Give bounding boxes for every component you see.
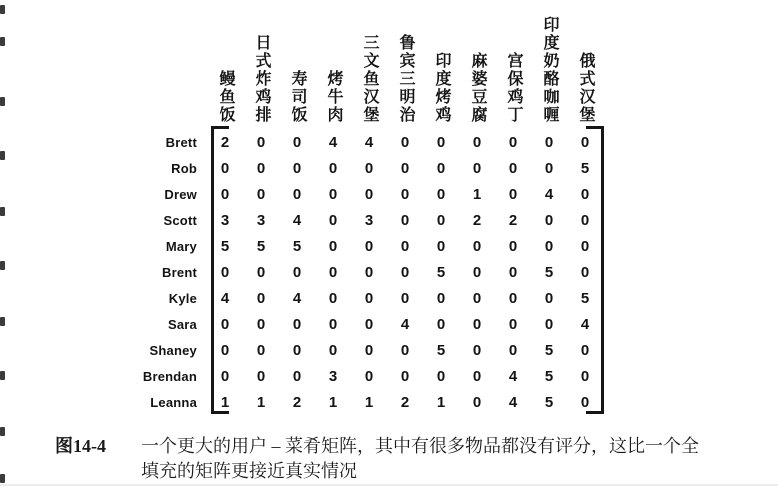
rating-cell: 0 [436,368,446,385]
rating-cell: 0 [400,290,410,307]
matrix-row-brendan [0,364,778,390]
column-header-label: 印度烤鸡 [433,52,450,124]
rating-cell: 0 [364,290,374,307]
rating-cell: 0 [472,134,482,151]
rating-cell: 0 [508,342,518,359]
figure-caption [55,434,699,484]
rating-cell: 0 [292,316,302,333]
rating-cell: 4 [508,368,518,385]
rating-cell: 0 [472,316,482,333]
column-header-label: 宫保鸡丁 [505,52,522,124]
rating-cell: 2 [400,394,410,411]
rating-cell: 3 [256,212,266,229]
rating-cell: 5 [256,238,266,255]
rating-cell: 0 [508,160,518,177]
rating-cell: 0 [544,316,554,333]
rating-cell: 1 [436,394,446,411]
rating-cell: 0 [220,316,230,333]
rating-cell: 0 [328,316,338,333]
matrix-row-scott [0,208,778,234]
rating-cell: 0 [436,238,446,255]
rating-cell: 1 [220,394,230,411]
rating-cell: 4 [220,290,230,307]
rating-cell: 4 [580,316,590,333]
rating-cell: 0 [328,212,338,229]
rating-cell: 0 [400,160,410,177]
figure-caption-text [141,434,699,484]
rating-cell: 0 [364,368,374,385]
rating-cell: 0 [256,160,266,177]
rating-cell: 5 [436,264,446,281]
rating-cell: 0 [292,134,302,151]
row-label: Kyle [168,291,197,306]
rating-cell: 4 [508,394,518,411]
rating-cell: 0 [364,264,374,281]
rating-cell: 0 [436,316,446,333]
rating-cell: 3 [328,368,338,385]
row-label: Shaney [149,343,197,358]
rating-cell: 0 [580,186,590,203]
row-label: Drew [164,187,197,202]
column-header-4 [315,70,351,124]
column-header-10 [531,16,567,124]
rating-cell: 4 [544,186,554,203]
matrix-row-sara [0,312,778,338]
rating-cell: 0 [292,342,302,359]
rating-cell: 0 [580,134,590,151]
rating-cell: 0 [328,160,338,177]
row-label: Rob [171,161,197,176]
rating-cell: 0 [256,134,266,151]
rating-cell: 0 [472,264,482,281]
rating-cell: 4 [292,290,302,307]
rating-cell: 0 [400,134,410,151]
rating-cell: 0 [580,368,590,385]
rating-cell: 4 [364,134,374,151]
rating-cell: 0 [220,368,230,385]
rating-cell: 0 [256,316,266,333]
rating-cell: 0 [580,264,590,281]
matrix-column-headers [207,4,603,124]
rating-cell: 0 [544,290,554,307]
rating-cell: 0 [472,160,482,177]
rating-cell: 4 [400,316,410,333]
rating-cell: 0 [256,342,266,359]
rating-cell: 0 [400,342,410,359]
column-header-8 [459,52,495,124]
rating-cell: 1 [328,394,338,411]
rating-cell: 5 [292,238,302,255]
rating-cell: 0 [436,186,446,203]
rating-cell: 0 [364,238,374,255]
rating-cell: 0 [256,368,266,385]
rating-cell: 0 [292,264,302,281]
rating-cell: 2 [508,212,518,229]
rating-cell: 0 [508,186,518,203]
column-header-label: 烤牛肉 [325,70,342,124]
rating-cell: 0 [220,160,230,177]
rating-cell: 1 [472,186,482,203]
rating-cell: 5 [544,394,554,411]
row-label: Mary [165,239,197,254]
rating-cell: 0 [508,134,518,151]
rating-cell: 2 [472,212,482,229]
rating-cell: 0 [364,186,374,203]
row-label: Brent [162,265,197,280]
rating-cell: 0 [436,290,446,307]
figure-number-label: 图14-4 [55,436,106,456]
rating-cell: 0 [292,160,302,177]
rating-cell: 0 [400,212,410,229]
rating-cell: 0 [580,394,590,411]
rating-cell: 2 [292,394,302,411]
matrix-row-shaney [0,338,778,364]
rating-cell: 0 [400,368,410,385]
rating-cell: 0 [544,134,554,151]
rating-cell: 5 [220,238,230,255]
rating-cell: 0 [364,342,374,359]
rating-cell: 0 [544,212,554,229]
column-header-9 [495,52,531,124]
matrix-row-kyle [0,286,778,312]
column-header-6 [387,34,423,124]
rating-cell: 0 [364,160,374,177]
rating-cell: 3 [364,212,374,229]
row-label: Scott [163,213,197,228]
rating-cell: 0 [580,238,590,255]
column-header-11 [567,52,603,124]
scan-artifact-dash [0,5,5,14]
row-label: Leanna [150,395,197,410]
caption-line-2: 填充的矩阵更接近真实情况 [141,461,357,481]
rating-cell: 5 [544,264,554,281]
rating-cell: 1 [256,394,266,411]
scan-artifact-dash [0,427,5,436]
rating-cell: 0 [292,186,302,203]
rating-cell: 5 [544,368,554,385]
matrix-row-mary [0,234,778,260]
rating-cell: 0 [256,264,266,281]
scan-artifact-dash [0,97,5,106]
rating-cell: 0 [508,264,518,281]
rating-cell: 0 [580,212,590,229]
column-header-2 [243,34,279,124]
matrix-row-drew [0,182,778,208]
rating-cell: 2 [220,134,230,151]
rating-cell: 0 [472,290,482,307]
rating-cell: 0 [472,368,482,385]
rating-cell: 4 [328,134,338,151]
rating-cell: 0 [220,342,230,359]
rating-cell: 0 [220,186,230,203]
column-header-label: 三文鱼汉堡 [361,34,378,124]
scan-artifact-dash [0,37,5,46]
rating-cell: 5 [436,342,446,359]
rating-cell: 0 [472,238,482,255]
rating-cell: 0 [292,368,302,385]
column-header-1 [207,70,243,124]
column-header-5 [351,34,387,124]
rating-cell: 0 [328,290,338,307]
rating-cell: 0 [544,238,554,255]
scan-artifact-dash [0,474,5,483]
rating-cell: 0 [508,316,518,333]
rating-cell: 0 [436,134,446,151]
column-header-label: 俄式汉堡 [577,52,594,124]
column-header-label: 寿司饭 [289,70,306,124]
column-header-7 [423,52,459,124]
rating-cell: 0 [400,238,410,255]
rating-cell: 0 [364,316,374,333]
column-header-label: 鲁宾三明治 [397,34,414,124]
column-header-label: 麻婆豆腐 [469,52,486,124]
rating-cell: 1 [364,394,374,411]
rating-cell: 0 [220,264,230,281]
rating-cell: 0 [400,186,410,203]
rating-cell: 0 [472,342,482,359]
matrix-row-brett [0,130,778,156]
rating-cell: 0 [436,160,446,177]
matrix-rows [0,130,778,416]
rating-cell: 5 [580,160,590,177]
column-header-label: 印度奶酪咖喱 [541,16,558,124]
rating-cell: 0 [508,290,518,307]
rating-cell: 0 [328,238,338,255]
caption-line-1: 一个更大的用户 – 菜肴矩阵，其中有很多物品都没有评分，这比一个全 [141,436,699,456]
rating-cell: 0 [328,342,338,359]
rating-cell: 0 [400,264,410,281]
row-label: Brett [165,135,197,150]
rating-cell: 3 [220,212,230,229]
column-header-label: 鳗鱼饭 [217,70,234,124]
matrix-row-rob [0,156,778,182]
rating-cell: 4 [292,212,302,229]
matrix-row-brent [0,260,778,286]
matrix-row-leanna [0,390,778,416]
row-label: Sara [168,317,197,332]
rating-cell: 0 [328,186,338,203]
column-header-label: 日式炸鸡排 [253,34,270,124]
rating-cell: 0 [508,238,518,255]
rating-cell: 5 [544,342,554,359]
rating-cell: 0 [472,394,482,411]
rating-cell: 0 [328,264,338,281]
rating-cell: 0 [256,290,266,307]
column-header-3 [279,70,315,124]
rating-cell: 0 [544,160,554,177]
rating-cell: 0 [436,212,446,229]
row-label: Brendan [142,369,197,384]
rating-cell: 0 [580,342,590,359]
rating-cell: 5 [580,290,590,307]
rating-cell: 0 [256,186,266,203]
